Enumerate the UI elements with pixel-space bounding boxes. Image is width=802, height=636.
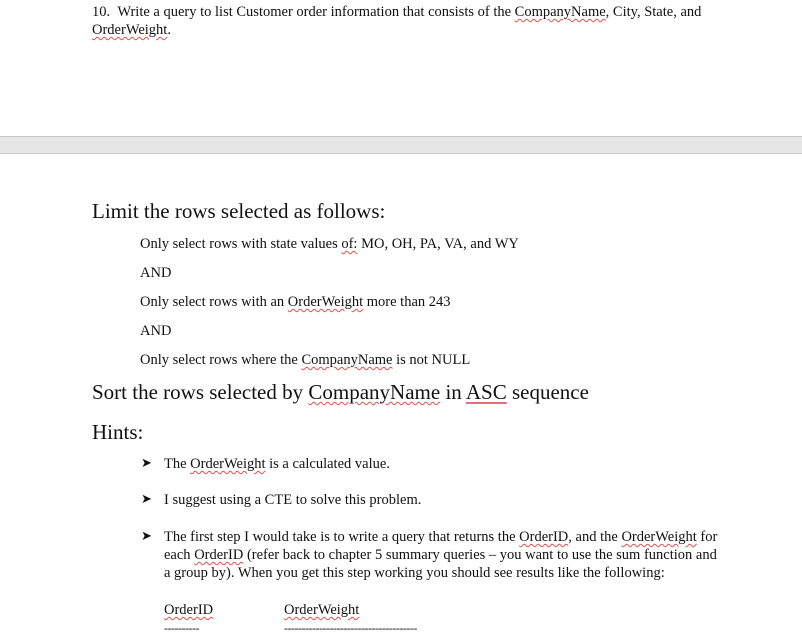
question-text-end: . [167, 22, 171, 38]
orderweight-term: OrderWeight [92, 22, 168, 38]
condition-weight [140, 294, 451, 311]
hint-3-d: (refer back to chapter 5 summary queries – you want to use the sum function and a group by). When you get this step working you should see results like the following: [164, 547, 717, 581]
condition-companyname-prefix: Only select rows where the [140, 352, 302, 368]
question-text-middle: , City, State, and [605, 4, 702, 20]
condition-weight-suffix: more than 243 [363, 294, 451, 310]
sort-field: CompanyName [308, 380, 441, 404]
bullet-arrow-icon: ➤ [141, 456, 152, 471]
condition-weight-prefix: Only select rows with an [140, 294, 288, 310]
hint-3-b: , and the [568, 529, 622, 545]
hints-heading: Hints: [92, 420, 144, 444]
result-column-orderid: OrderID [164, 602, 214, 618]
limit-heading: Limit the rows selected as follows: [92, 199, 386, 223]
sort-heading [92, 380, 589, 405]
condition-state-values: MO, OH, PA, VA, and WY [357, 236, 519, 252]
page-top [0, 0, 802, 136]
result-separator-orderid: ---------- [164, 621, 199, 635]
sort-suffix: sequence [506, 380, 589, 404]
and-label-1: AND [140, 265, 172, 281]
result-separator-orderweight: -------------------------------------- [284, 621, 417, 635]
question-number: 10. [92, 4, 111, 20]
sort-order: ASC [465, 380, 507, 404]
hint-3-c: for each [164, 529, 718, 563]
result-column-orderweight: OrderWeight [284, 602, 360, 618]
bullet-arrow-icon: ➤ [141, 492, 152, 507]
hint-3-orderid2: OrderID [194, 547, 244, 563]
hint-1 [164, 455, 724, 473]
sort-middle: in [440, 380, 466, 404]
condition-state [140, 236, 519, 253]
condition-weight-field: OrderWeight [287, 294, 364, 310]
question-text: Write a query to list Customer order information that consists of the [117, 4, 515, 20]
hint-3-orderid: OrderID [519, 529, 569, 545]
sort-prefix: Sort the rows selected by [92, 380, 309, 404]
condition-companyname-suffix: is not NULL [392, 352, 471, 368]
hint-1-suffix: is a calculated value. [265, 456, 390, 472]
hint-1-field: OrderWeight [190, 456, 266, 472]
hint-3-a: The first step I would take is to write a query that returns the [164, 529, 520, 545]
condition-state-prefix: Only select rows with state values [140, 236, 342, 252]
condition-companyname [140, 352, 470, 369]
condition-companyname-field: CompanyName [301, 352, 393, 368]
hint-3 [164, 528, 724, 582]
bullet-arrow-icon: ➤ [141, 529, 152, 544]
question-10 [92, 3, 732, 39]
hint-3-orderweight: OrderWeight [621, 529, 697, 545]
hint-2: I suggest using a CTE to solve this problem. [164, 492, 422, 508]
condition-state-of: of: [341, 236, 358, 252]
companyname-term: CompanyName [514, 4, 606, 20]
page-break-gap [0, 136, 802, 154]
and-label-2: AND [140, 323, 172, 339]
hint-1-prefix: The [164, 456, 191, 472]
